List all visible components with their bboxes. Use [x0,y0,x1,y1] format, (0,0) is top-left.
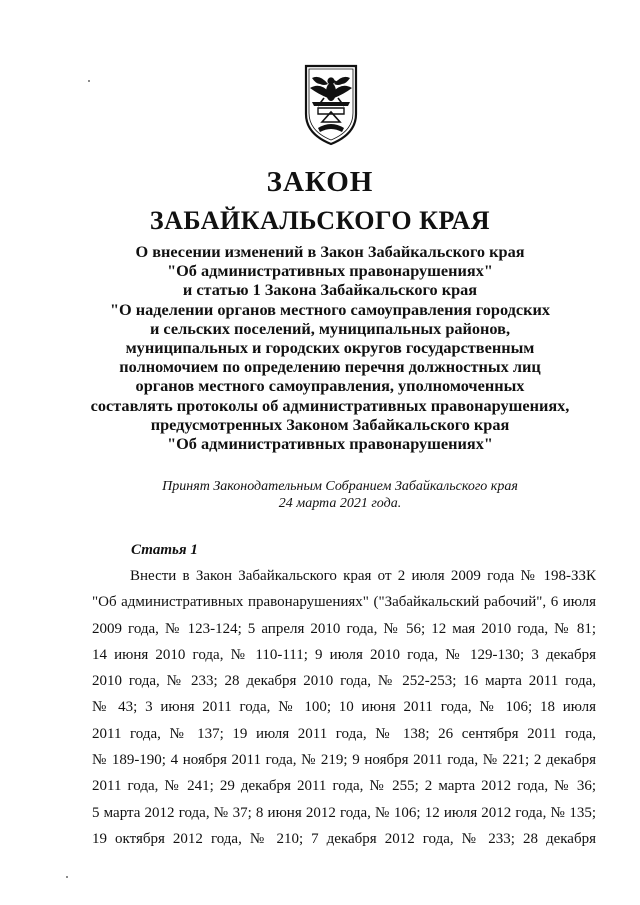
body-line: 2009 года, № 123-124; 5 апреля 2010 года, № 56; 12 мая 2010 года, № 81; [92,620,596,637]
body-line: Внести в Закон Забайкальского края от 2 июля 2009 года № 198-ЗЗК [130,568,596,584]
adoption-date: 24 марта 2021 года. [278,496,402,511]
body-line: 2011 года, № 137; 19 июля 2011 года, № 138; 26 сентября 2011 года, [92,725,596,742]
scan-speck [88,80,90,82]
body-line: 2010 года, № 233; 28 декабря 2010 года, № 252-253; 16 марта 2011 года, [92,673,596,690]
scan-speck [66,876,68,878]
body-line: 2011 года, № 241; 29 декабря 2011 года, № 255; 2 марта 2012 года, № 36; [92,778,596,795]
subtitle-line: органов местного самоуправления, уполномоченных [135,376,525,396]
subtitle-line: полномочием по определению перечня должностных лиц [119,357,541,377]
subtitle-line: и статью 1 Закона Забайкальского края [182,280,478,300]
body-line: 5 марта 2012 года, № 37; 8 июня 2012 года, № 106; 12 июля 2012 года, № 135; [92,804,596,821]
subtitle-line: О внесении изменений в Закон Забайкальского края [135,242,525,261]
subtitle-line: "Об административных правонарушениях" [167,434,493,454]
body-line: "Об административных правонарушениях" ("Забайкальский рабочий", 6 июля [92,594,596,611]
subtitle-line: "Об административных правонарушениях" [167,261,493,281]
subtitle-line: и сельских поселений, муниципальных районов, [149,318,511,338]
document-title: ЗАКОН [266,166,374,198]
article-heading: Статья 1 [131,542,198,558]
subtitle-line: муниципальных и городских округов государственным [125,338,535,358]
body-line: 19 октября 2012 года, № 210; 7 декабря 2012 года, № 233; 28 декабря [92,830,596,847]
document-title-region: ЗАБАЙКАЛЬСКОГО КРАЯ [149,206,491,235]
subtitle-line: составлять протоколы об административных правонарушениях, [90,395,570,415]
law-subtitle [60,242,600,453]
article-body [92,563,596,852]
body-line: 14 июня 2010 года, № 110-111; 9 июля 2010 года, № 129-130; 3 декабря [92,646,596,663]
adoption-line: Принят Законодательным Собранием Забайкальского края [162,479,518,494]
body-line: № 43; 3 июня 2011 года, № 100; 10 июня 2011 года, № 106; 18 июля [92,699,596,716]
body-line: № 189-190; 4 ноября 2011 года, № 219; 9 ноября 2011 года, № 221; 2 декабря [92,752,596,769]
subtitle-line: предусмотренных Законом Забайкальского края [150,414,510,434]
coat-of-arms-emblem [298,62,364,146]
subtitle-line: "О наделении органов местного самоуправления городских [110,299,550,319]
adoption-note [100,478,580,512]
